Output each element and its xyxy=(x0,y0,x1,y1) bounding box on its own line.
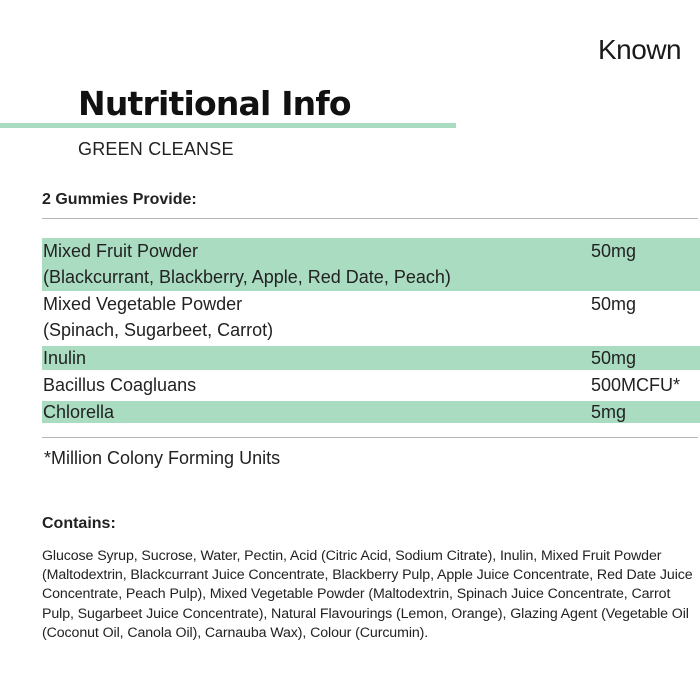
ingredient-amount: 50mg xyxy=(591,348,637,368)
table-row xyxy=(42,370,700,401)
ingredient-amount: 50mg xyxy=(591,241,637,261)
product-name: GREEN CLEANSE xyxy=(78,139,234,159)
table-row xyxy=(42,238,700,291)
page-title: Nutritional Info xyxy=(78,84,351,123)
ingredient-name: Mixed Vegetable Powder xyxy=(43,294,243,314)
table-bottom-divider xyxy=(42,437,698,438)
table-top-divider xyxy=(42,218,698,219)
table-row xyxy=(42,291,700,346)
ingredient-amount: 50mg xyxy=(591,294,637,314)
ingredient-amount: 5mg xyxy=(591,402,627,422)
ingredient-amount: 500MCFU* xyxy=(591,375,681,395)
ingredient-name: Chlorella xyxy=(43,402,115,422)
ingredients-list: Glucose Syrup, Sucrose, Water, Pectin, Acid (Citric Acid, Sodium Citrate), Inulin, Mixed Fruit Powder (Maltodextrin, Blackcurrant Juice Concentrate, Blackberry Pulp, Apple Juice Concentrate, Red Date Juice Concentrate, Peach Pulp), Mixed Vegetable Powder (Maltodextrin, Spinach Juice Concentrate, Carrot Pulp, Sugarbeet Juice Concentrate), Natural Flavourings (Lemon, Orange), Glazing Agent (Vegetable Oil (Coconut Oil, Canola Oil), Carnauba Wax), Colour (Curcumin). xyxy=(42,548,693,641)
footnote: *Million Colony Forming Units xyxy=(44,448,281,468)
table-row xyxy=(42,346,700,370)
nutrition-table xyxy=(42,238,700,423)
ingredient-name: Mixed Fruit Powder xyxy=(43,241,199,261)
ingredient-name: Bacillus Coagluans xyxy=(43,375,197,395)
title-underline xyxy=(0,123,456,128)
ingredient-detail: (Spinach, Sugarbeet, Carrot) xyxy=(43,320,274,340)
brand-logo: Known xyxy=(598,34,682,65)
ingredient-detail: (Blackcurrant, Blackberry, Apple, Red Date, Peach) xyxy=(43,267,451,287)
serving-heading: 2 Gummies Provide: xyxy=(42,191,197,208)
contains-heading: Contains: xyxy=(42,515,116,532)
table-row xyxy=(42,401,700,423)
ingredient-name: Inulin xyxy=(43,348,87,368)
